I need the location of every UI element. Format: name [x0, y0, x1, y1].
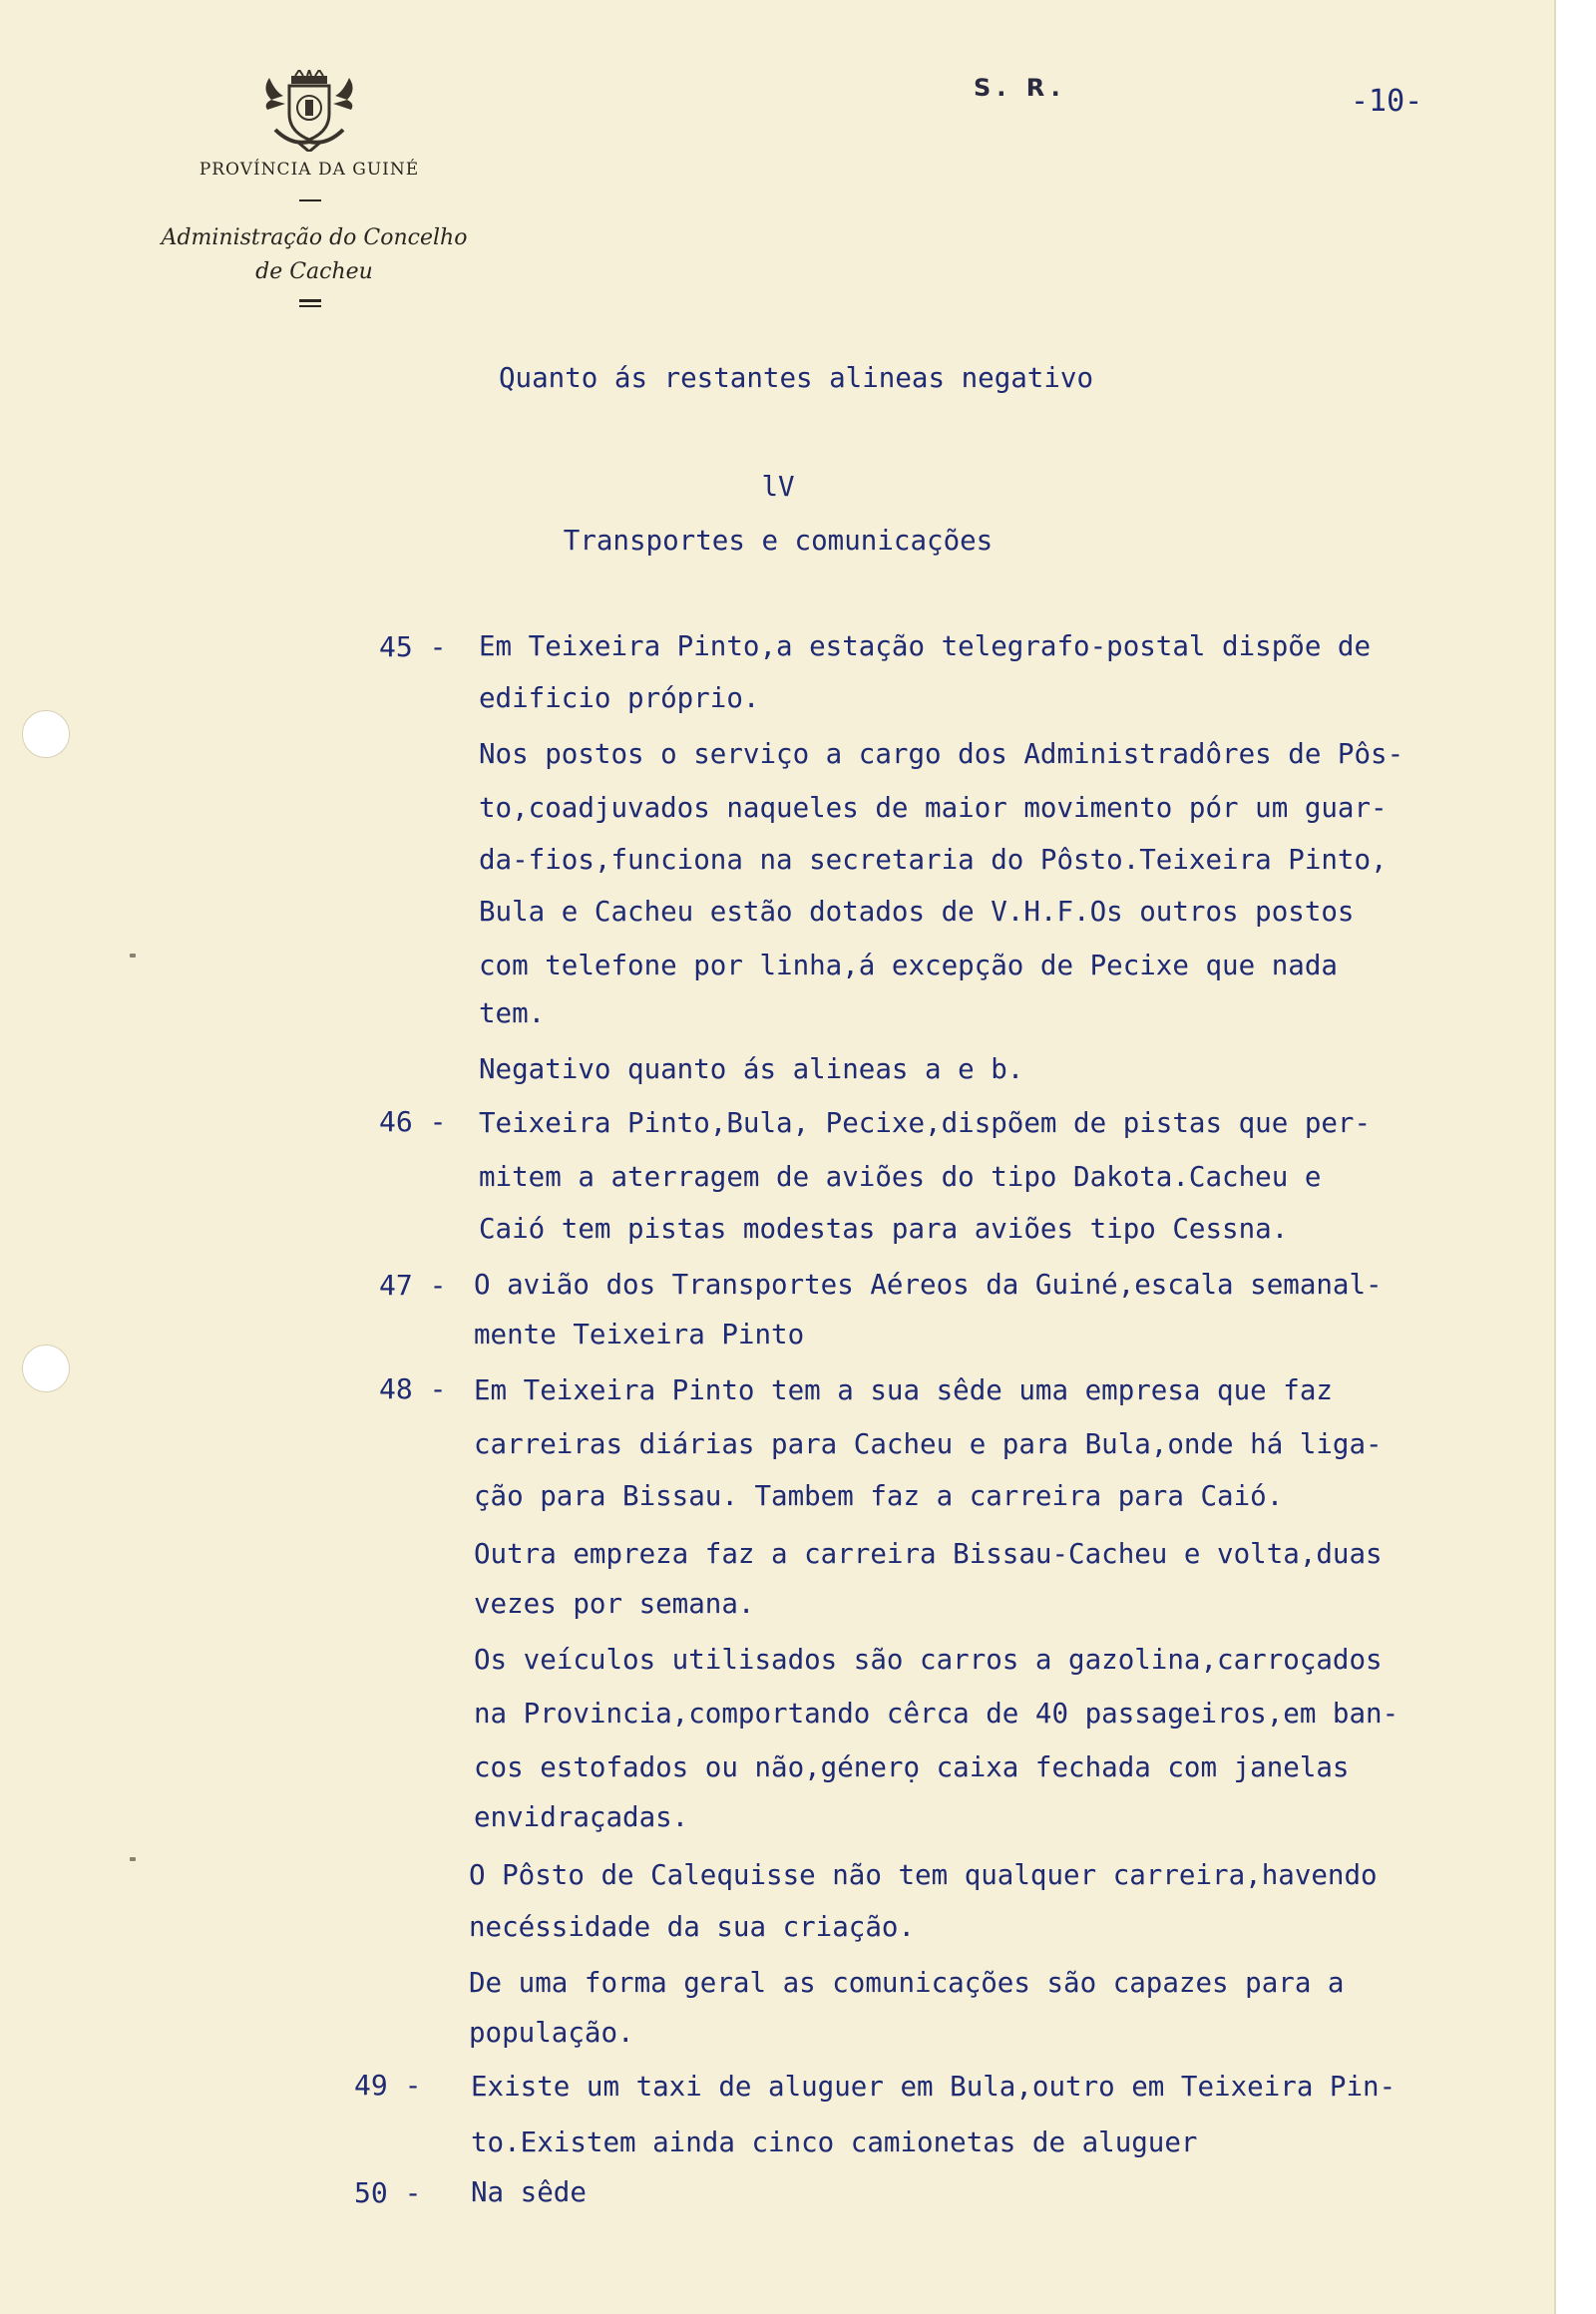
- item-number: 45 -: [379, 630, 447, 663]
- administration-name: Administração do Concelho: [161, 225, 468, 250]
- item-line: população.: [469, 2017, 634, 2049]
- item-number: 50 -: [354, 2176, 422, 2209]
- item-number: 47 -: [379, 1269, 447, 1302]
- item-line: com telefone por linha,á excepção de Pecixe que nada: [479, 950, 1338, 981]
- page-number: -10-: [1351, 84, 1423, 119]
- item-line: to.Existem ainda cinco camionetas de aluguer: [471, 2126, 1198, 2158]
- item-line: Em Teixeira Pinto tem a sua sêde uma empresa que faz: [474, 1374, 1333, 1406]
- item-line: na Provincia,comportando cêrca de 40 passageiros,em ban-: [474, 1698, 1399, 1730]
- item-line: da-fios,funciona na secretaria do Pôsto.Teixeira Pinto,: [479, 844, 1388, 876]
- coat-of-arms-icon: [261, 70, 357, 152]
- item-number: 49 -: [354, 2069, 422, 2102]
- intro-line: Quanto ás restantes alineas negativo: [499, 362, 1094, 394]
- item-line: De uma forma geral as comunicações são capazes para a: [469, 1967, 1345, 1999]
- punch-hole-bottom: [22, 1345, 70, 1392]
- item-line: Bula e Cacheu estão dotados de V.H.F.Os outros postos: [479, 896, 1355, 928]
- section-title: Transportes e comunicações: [563, 525, 994, 557]
- item-line: Existe um taxi de aluguer em Bula,outro em Teixeira Pin-: [471, 2071, 1396, 2103]
- item-line: mitem a aterragem de aviões do tipo Dakota.Cacheu e: [479, 1161, 1322, 1193]
- classification-stamp: S. R.: [974, 74, 1066, 102]
- item-line: O Pôsto de Calequisse não tem qualquer carreira,havendo: [469, 1859, 1378, 1891]
- item-line: carreiras diárias para Cacheu e para Bula,onde há liga-: [474, 1428, 1383, 1460]
- item-line: ção para Bissau. Tambem faz a carreira para Caió.: [474, 1480, 1284, 1512]
- punch-hole-top: [22, 710, 70, 758]
- administration-place: de Cacheu: [255, 259, 373, 284]
- item-line: mente Teixeira Pinto: [474, 1319, 805, 1350]
- item-line: Teixeira Pinto,Bula, Pecixe,dispõem de pistas que per-: [479, 1107, 1372, 1139]
- item-line: Na sêde: [471, 2176, 587, 2208]
- item-line: Os veículos utilisados são carros a gazolina,carroçados: [474, 1644, 1383, 1676]
- item-line: to,coadjuvados naqueles de maior movimento pór um guar-: [479, 792, 1388, 824]
- item-line: Caió tem pistas modestas para aviões tipo Cessna.: [479, 1213, 1289, 1245]
- item-line: O avião dos Transportes Aéreos da Guiné,escala semanal-: [474, 1269, 1383, 1301]
- item-line: envidraçadas.: [474, 1801, 689, 1833]
- item-line: Negativo quanto ás alineas a e b.: [479, 1053, 1024, 1085]
- margin-mark: [130, 954, 136, 958]
- item-number: 48 -: [379, 1372, 447, 1405]
- divider: [299, 305, 321, 307]
- section-number: lV: [761, 471, 795, 503]
- item-number: 46 -: [379, 1105, 447, 1138]
- item-line: necéssidade da sua criação.: [469, 1911, 916, 1943]
- item-line: cos estofados ou não,génerọ caixa fechada com janelas: [474, 1751, 1350, 1783]
- divider: [299, 199, 321, 201]
- item-line: Outra empreza faz a carreira Bissau-Cacheu e volta,duas: [474, 1538, 1383, 1570]
- margin-mark: [130, 1857, 136, 1861]
- province-heading: PROVÍNCIA DA GUINÉ: [199, 160, 420, 180]
- item-line: Em Teixeira Pinto,a estação telegrafo-postal dispõe de: [479, 630, 1372, 662]
- divider: [299, 299, 321, 302]
- item-line: tem.: [479, 997, 546, 1029]
- item-line: vezes por semana.: [474, 1588, 755, 1620]
- item-line: edificio próprio.: [479, 682, 760, 714]
- item-line: Nos postos o serviço a cargo dos Administradôres de Pôs-: [479, 738, 1404, 770]
